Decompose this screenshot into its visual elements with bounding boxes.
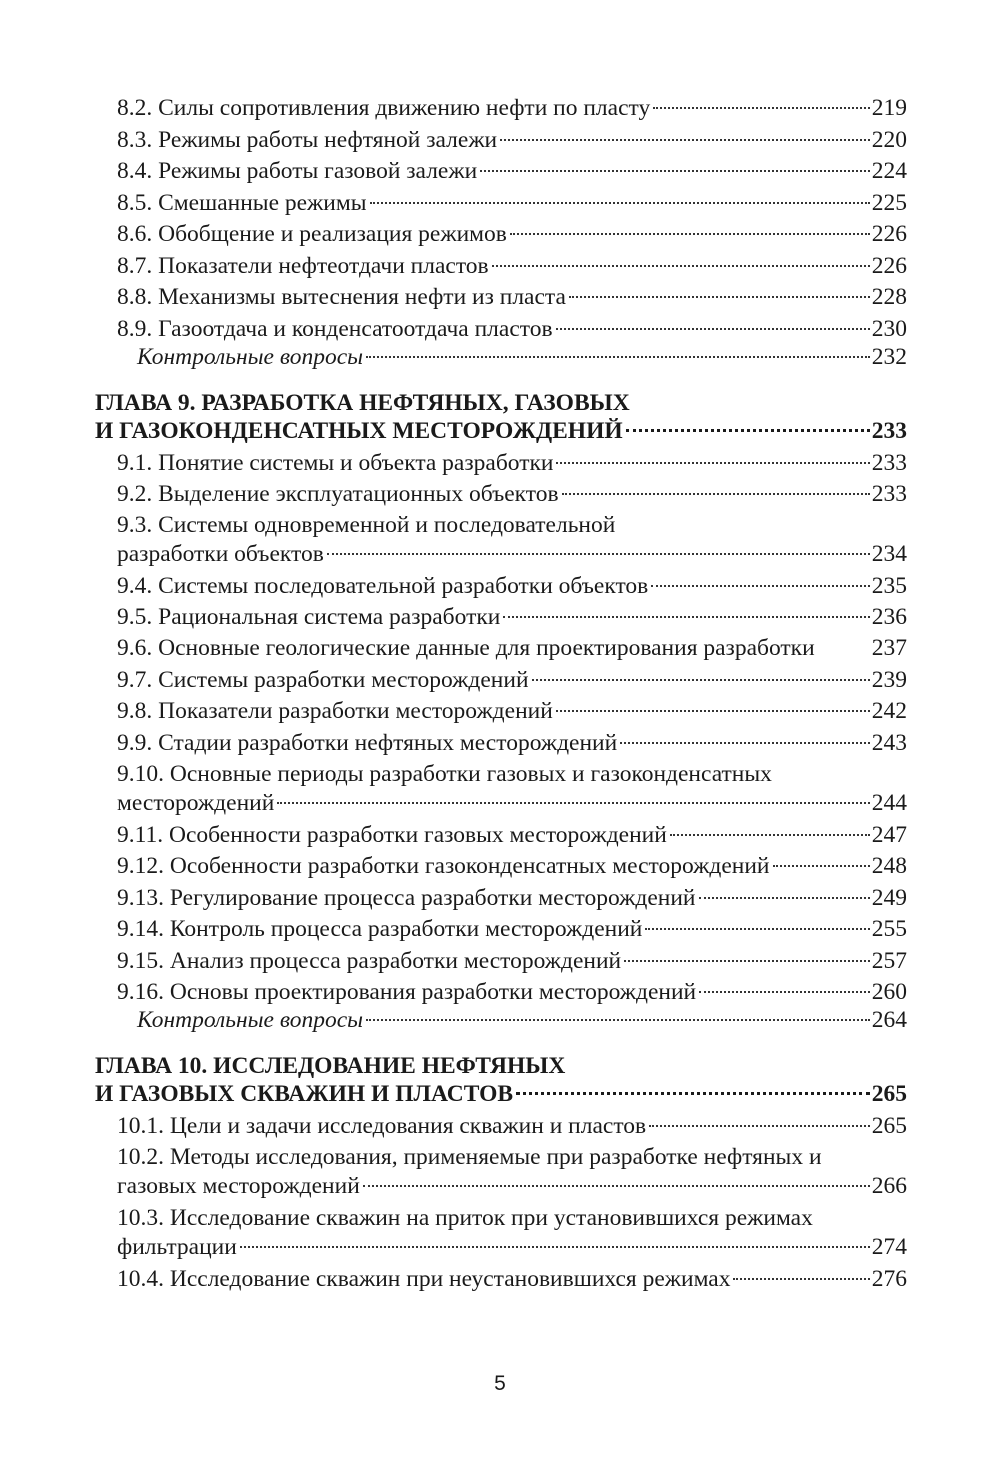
toc-entry-ch8-questions[interactable]: Контрольные вопросы 232 [137,344,907,370]
toc-entry-10-1[interactable]: 10.1. Цели и задачи исследования скважин и пластов 265 [117,1113,907,1139]
toc-entry-10-3[interactable]: фильтрации 274 [117,1234,907,1260]
chapter-10-title-line1: ГЛАВА 10. ИССЛЕДОВАНИЕ НЕФТЯНЫХ [95,1053,566,1079]
toc-entry-chapter-9[interactable]: И ГАЗОКОНДЕНСАТНЫХ МЕСТОРОЖДЕНИЙ 233 [95,418,907,444]
toc-entry-8-8[interactable]: 8.8. Механизмы вытеснения нефти из пласта 228 [117,284,907,310]
toc-entry-9-3-line1[interactable]: 9.3. Системы одновременной и последовательной [117,512,616,538]
toc-entry-9-16[interactable]: 9.16. Основы проектирования разработки месторождений 260 [117,979,907,1005]
page-number: 5 [494,1372,506,1395]
toc-entry-10-4[interactable]: 10.4. Исследование скважин при неустановившихся режимах 276 [117,1266,907,1292]
toc-entry-8-6[interactable]: 8.6. Обобщение и реализация режимов 226 [117,221,907,247]
toc-entry-9-9[interactable]: 9.9. Стадии разработки нефтяных месторождений 243 [117,730,907,756]
toc-entry-10-2-line1[interactable]: 10.2. Методы исследования, применяемые при разработке нефтяных и [117,1144,822,1170]
toc-entry-8-2[interactable]: 8.2. Силы сопротивления движению нефти по пласту 219 [117,95,907,121]
toc-entry-9-5[interactable]: 9.5. Рациональная система разработки 236 [117,604,907,630]
toc-entry-9-11[interactable]: 9.11. Особенности разработки газовых месторождений 247 [117,822,907,848]
toc-entry-9-14[interactable]: 9.14. Контроль процесса разработки месторождений 255 [117,916,907,942]
toc-entry-8-7[interactable]: 8.7. Показатели нефтеотдачи пластов 226 [117,253,907,279]
toc-entry-9-12[interactable]: 9.12. Особенности разработки газоконденсатных месторождений 248 [117,853,907,879]
toc-entry-9-13[interactable]: 9.13. Регулирование процесса разработки месторождений 249 [117,885,907,911]
toc-entry-8-3[interactable]: 8.3. Режимы работы нефтяной залежи 220 [117,127,907,153]
toc-entry-9-6[interactable]: 9.6. Основные геологические данные для проектирования разработки 237 [117,635,907,661]
chapter-9-title-line1: ГЛАВА 9. РАЗРАБОТКА НЕФТЯНЫХ, ГАЗОВЫХ [95,390,630,416]
toc-entry-9-2[interactable]: 9.2. Выделение эксплуатационных объектов 233 [117,481,907,507]
toc-entry-9-3[interactable]: разработки объектов 234 [117,541,907,567]
toc-entry-8-9[interactable]: 8.9. Газоотдача и конденсатоотдача пластов 230 [117,316,907,342]
toc-entry-9-10-line1[interactable]: 9.10. Основные периоды разработки газовых и газоконденсатных [117,761,772,787]
toc-entry-9-10[interactable]: месторождений 244 [117,790,907,816]
toc-entry-8-4[interactable]: 8.4. Режимы работы газовой залежи 224 [117,158,907,184]
toc-entry-9-4[interactable]: 9.4. Системы последовательной разработки объектов 235 [117,573,907,599]
toc-entry-8-5[interactable]: 8.5. Смешанные режимы 225 [117,190,907,216]
toc-entry-10-3-line1[interactable]: 10.3. Исследование скважин на приток при установившихся режимах [117,1205,813,1231]
toc-entry-9-15[interactable]: 9.15. Анализ процесса разработки месторождений 257 [117,948,907,974]
toc-entry-10-2[interactable]: газовых месторождений 266 [117,1173,907,1199]
toc-entry-9-8[interactable]: 9.8. Показатели разработки месторождений 242 [117,698,907,724]
toc-entry-ch9-questions[interactable]: Контрольные вопросы 264 [137,1007,907,1033]
toc-entry-chapter-10[interactable]: И ГАЗОВЫХ СКВАЖИН И ПЛАСТОВ 265 [95,1081,907,1107]
toc-entry-9-1[interactable]: 9.1. Понятие системы и объекта разработки 233 [117,450,907,476]
toc-entry-9-7[interactable]: 9.7. Системы разработки месторождений 239 [117,667,907,693]
